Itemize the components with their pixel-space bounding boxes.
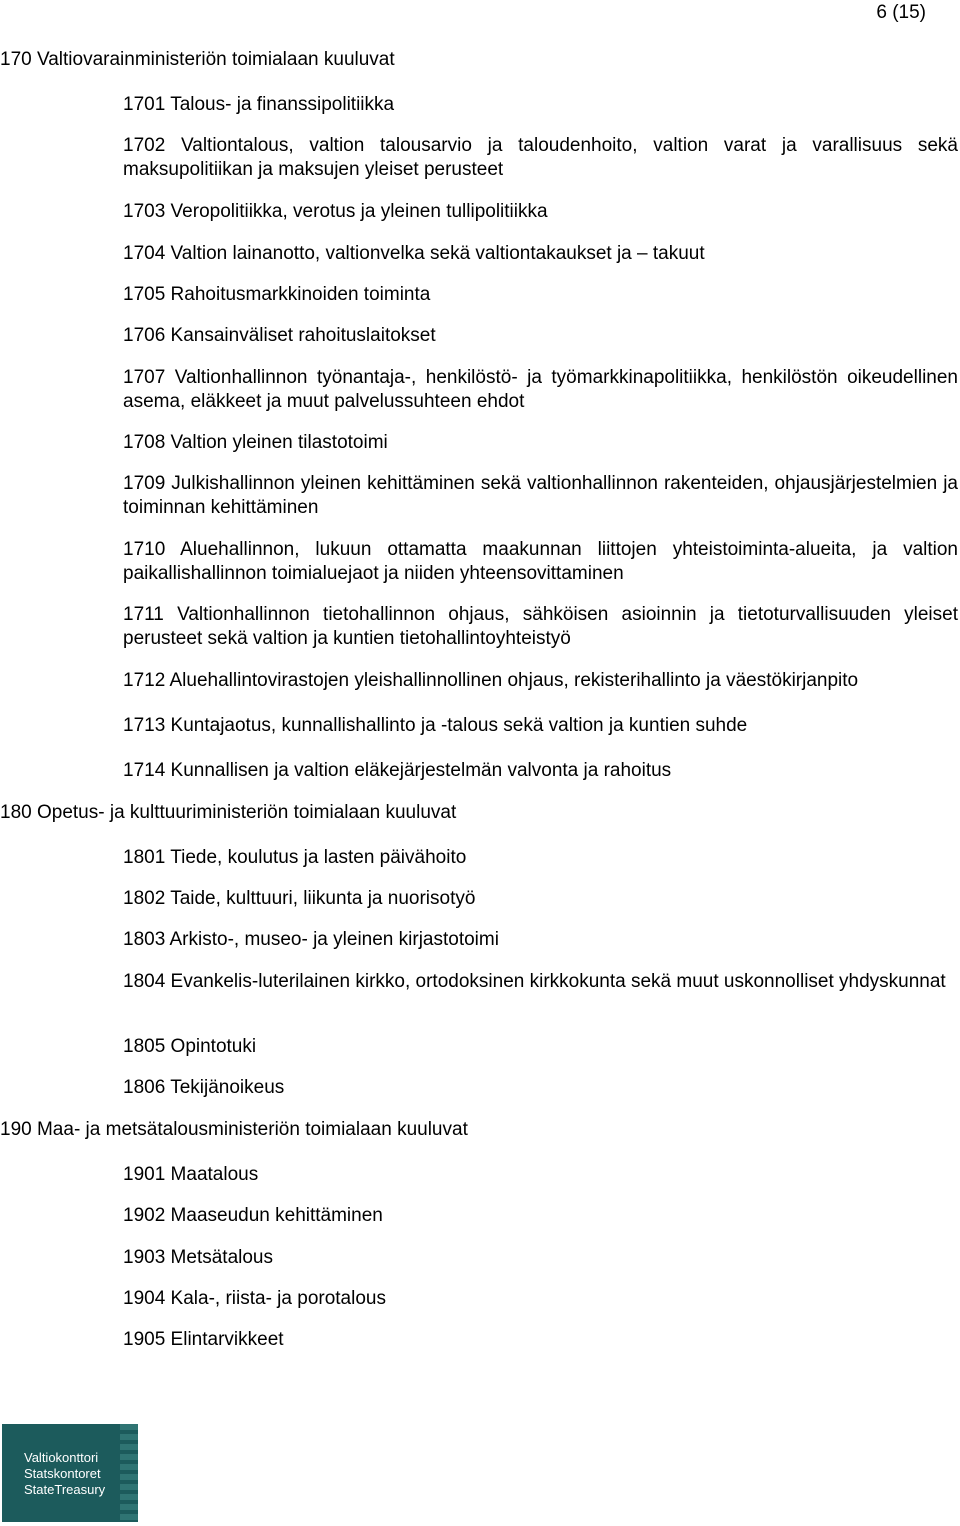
page-number: 6 (15) xyxy=(876,2,926,23)
list-item: 1712 Aluehallintovirastojen yleishallinnollinen ohjaus, rekisterihallinto ja väestökirjanpito xyxy=(123,670,859,691)
list-item: 1709 Julkishallinnon yleinen kehittäminen sekä valtionhallinnon rakenteiden, ohjausjärjestelmien ja toiminnan kehittäminen xyxy=(123,473,958,518)
list-item: 1802 Taide, kulttuuri, liikunta ja nuorisotyö xyxy=(123,888,476,909)
list-item: 1710 Aluehallinnon, lukuun ottamatta maakunnan liittojen yhteistoiminta-alueita, ja valtion paikallishallinnon toimialuejaot ja niiden yhteensovittaminen xyxy=(123,539,958,584)
list-item: 1801 Tiede, koulutus ja lasten päivähoito xyxy=(123,847,467,868)
section-heading-180: 180 Opetus- ja kulttuuriministeriön toimialaan kuuluvat xyxy=(0,802,457,823)
logo-stripes-icon xyxy=(120,1424,138,1522)
list-item: 1701 Talous- ja finanssipolitiikka xyxy=(123,94,395,115)
list-item: 1707 Valtionhallinnon työnantaja-, henkilöstö- ja työmarkkinapolitiikka, henkilöstön oikeudellinen asema, eläkkeet ja muut palvelussuhteen ehdot xyxy=(123,367,958,412)
logo-line: Valtiokonttori xyxy=(24,1450,99,1465)
list-item: 1904 Kala-, riista- ja porotalous xyxy=(123,1288,386,1309)
logo-line: StateTreasury xyxy=(24,1482,106,1497)
list-item: 1711 Valtionhallinnon tietohallinnon ohjaus, sähköisen asioinnin ja tietoturvallisuuden yleiset perusteet sekä valtion ja kuntien tietohallintoyhteistyö xyxy=(123,604,958,649)
list-item: 1902 Maaseudun kehittäminen xyxy=(123,1205,383,1226)
list-item: 1713 Kuntajaotus, kunnallishallinto ja -talous sekä valtion ja kuntien suhde xyxy=(123,715,748,736)
logo-line: Statskontoret xyxy=(24,1466,101,1481)
list-item: 1714 Kunnallisen ja valtion eläkejärjestelmän valvonta ja rahoitus xyxy=(123,760,672,781)
logo-text xyxy=(24,1450,105,1498)
valtiokonttori-logo xyxy=(2,1424,138,1522)
list-item: 1704 Valtion lainanotto, valtionvelka sekä valtiontakaukset ja – takuut xyxy=(123,243,705,264)
list-item: 1803 Arkisto-, museo- ja yleinen kirjastotoimi xyxy=(123,929,499,950)
list-item: 1706 Kansainväliset rahoituslaitokset xyxy=(123,325,436,346)
list-item: 1804 Evankelis-luterilainen kirkko, ortodoksinen kirkkokunta sekä muut uskonnolliset yhdyskunnat xyxy=(123,971,946,992)
section-heading-170: 170 Valtiovarainministeriön toimialaan kuuluvat xyxy=(0,49,395,70)
list-item: 1901 Maatalous xyxy=(123,1164,259,1185)
list-item: 1903 Metsätalous xyxy=(123,1247,273,1268)
list-item: 1708 Valtion yleinen tilastotoimi xyxy=(123,432,388,453)
list-item: 1806 Tekijänoikeus xyxy=(123,1077,285,1098)
section-heading-190: 190 Maa- ja metsätalousministeriön toimialaan kuuluvat xyxy=(0,1119,468,1140)
list-item: 1905 Elintarvikkeet xyxy=(123,1329,284,1350)
list-item: 1805 Opintotuki xyxy=(123,1036,257,1057)
list-item: 1705 Rahoitusmarkkinoiden toiminta xyxy=(123,284,431,305)
list-item: 1703 Veropolitiikka, verotus ja yleinen tullipolitiikka xyxy=(123,201,548,222)
list-item: 1702 Valtiontalous, valtion talousarvio ja taloudenhoito, valtion varat ja varallisuus sekä maksupolitiikan ja maksujen yleiset perusteet xyxy=(123,135,958,180)
